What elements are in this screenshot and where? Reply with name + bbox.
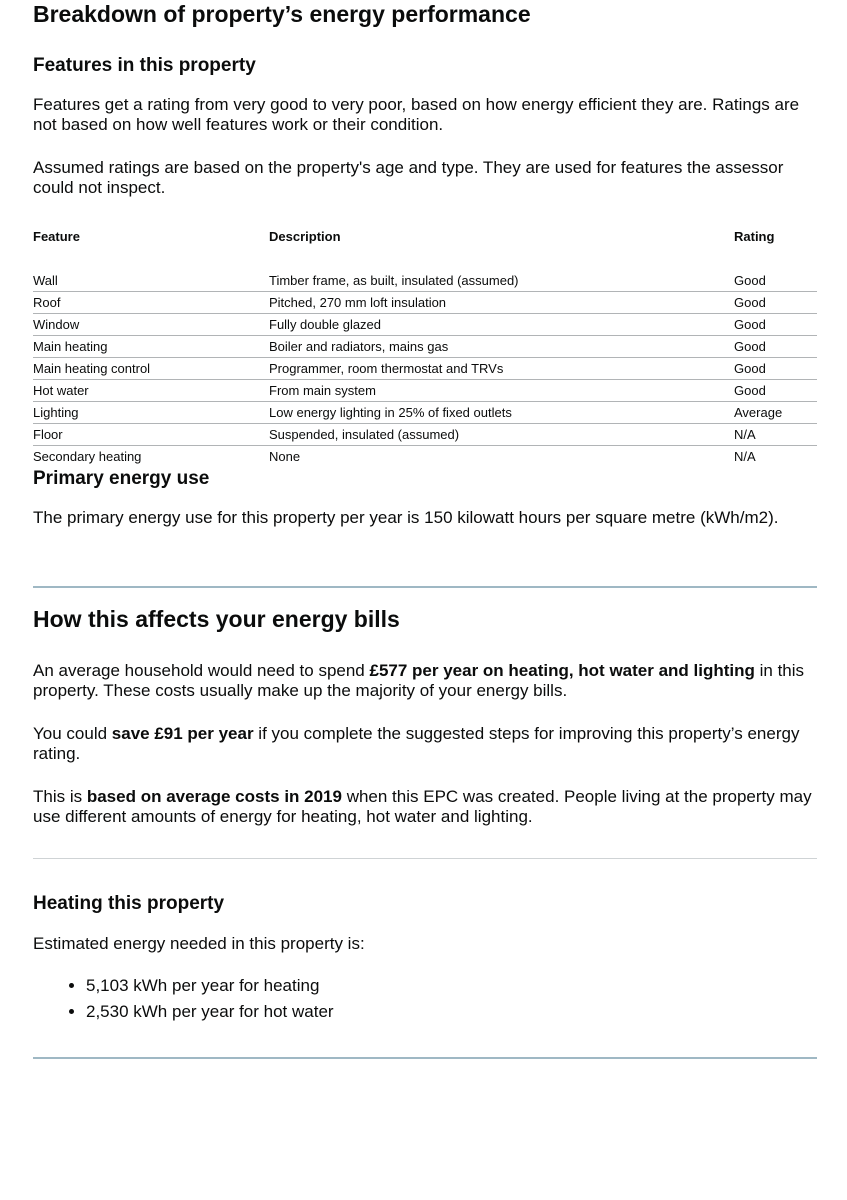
bills-cost-text-end: in this property. These costs usually make up the majority of your energy bills. <box>33 661 805 700</box>
table-row <box>33 402 817 424</box>
bills-savings-text: You could <box>33 724 112 743</box>
column-header-rating: Rating <box>734 229 775 244</box>
energy-bills-heading: How this affects your energy bills <box>33 606 400 632</box>
table-spacer-row <box>33 249 817 270</box>
table-row <box>33 380 817 402</box>
description-cell: Pitched, 270 mm loft insulation <box>269 292 734 314</box>
assumed-ratings-paragraph: Assumed ratings are based on the property's age and type. They are used for features the assessor could not inspect. <box>33 158 784 197</box>
table-row <box>33 336 817 358</box>
feature-cell: Main heating control <box>33 358 269 380</box>
table-spacer-cell <box>33 249 817 270</box>
bills-savings-paragraph <box>33 724 823 764</box>
heating-heading: Heating this property <box>33 893 225 914</box>
table-row <box>33 446 817 468</box>
primary-energy-heading: Primary energy use <box>33 468 210 489</box>
rating-cell: Good <box>734 380 817 402</box>
rating-cell: Good <box>734 270 817 292</box>
rating-cell: N/A <box>734 449 756 464</box>
description-cell: From main system <box>269 380 734 402</box>
description-cell: Low energy lighting in 25% of fixed outlets <box>269 402 734 424</box>
rating-cell: Average <box>734 402 817 424</box>
bills-savings-text-end: if you complete the suggested steps for improving this property’s energy rating. <box>33 724 800 763</box>
table-row <box>33 358 817 380</box>
description-cell: Boiler and radiators, mains gas <box>269 336 734 358</box>
feature-cell: Window <box>33 314 269 336</box>
description-cell: Timber frame, as built, insulated (assumed) <box>269 270 734 292</box>
primary-energy-paragraph: The primary energy use for this property per year is 150 kilowatt hours per square metre (kWh/m2). <box>33 508 779 527</box>
column-header-description: Description <box>269 229 341 244</box>
feature-cell: Secondary heating <box>33 449 142 464</box>
rating-cell: Good <box>734 336 817 358</box>
rating-cell: Good <box>734 358 817 380</box>
column-header-feature: Feature <box>33 229 80 244</box>
features-table <box>33 229 817 467</box>
bills-basis-year: based on average costs in 2019 <box>86 787 342 806</box>
feature-cell: Hot water <box>33 380 269 402</box>
description-cell: Suspended, insulated (assumed) <box>269 424 734 446</box>
list-item: • 5,103 kWh per year for heating <box>86 973 334 999</box>
heating-energy-list <box>33 973 334 1025</box>
description-cell: Fully double glazed <box>269 314 734 336</box>
heating-intro: Estimated energy needed in this property is: <box>33 934 365 953</box>
description-cell: None <box>269 449 301 464</box>
description-cell: Programmer, room thermostat and TRVs <box>269 358 734 380</box>
table-row <box>33 270 817 292</box>
page-title: Breakdown of property’s energy performance <box>33 1 531 27</box>
list-item: • 2,530 kWh per year for hot water <box>86 999 334 1025</box>
rating-cell: N/A <box>734 424 817 446</box>
section-divider <box>33 858 817 859</box>
table-row <box>33 424 817 446</box>
feature-cell: Roof <box>33 292 269 314</box>
feature-cell: Lighting <box>33 402 269 424</box>
bills-cost-amount: £577 per year on heating, hot water and lighting <box>369 661 755 680</box>
bills-basis-text: This is <box>33 787 87 806</box>
features-heading: Features in this property <box>33 55 256 76</box>
feature-cell: Wall <box>33 270 269 292</box>
bills-savings-amount: save £91 per year <box>111 724 254 743</box>
section-divider <box>33 1057 817 1059</box>
bills-cost-paragraph <box>33 661 823 701</box>
rating-cell: Good <box>734 292 817 314</box>
feature-cell: Floor <box>33 424 269 446</box>
section-divider <box>33 586 817 588</box>
table-row <box>33 314 817 336</box>
bills-costs-basis-paragraph <box>33 787 823 827</box>
bills-basis-text-end: when this EPC was created. People living at the property may use different amounts of energy for heating, hot water and lighting. <box>33 787 812 826</box>
table-row <box>33 292 817 314</box>
rating-cell: Good <box>734 314 817 336</box>
features-intro-paragraph: Features get a rating from very good to very poor, based on how energy efficient they are. Ratings are not based on how well features work or their condition. <box>33 95 800 134</box>
bills-cost-text: An average household would need to spend <box>33 661 370 680</box>
table-header-row <box>33 229 817 249</box>
feature-cell: Main heating <box>33 336 269 358</box>
